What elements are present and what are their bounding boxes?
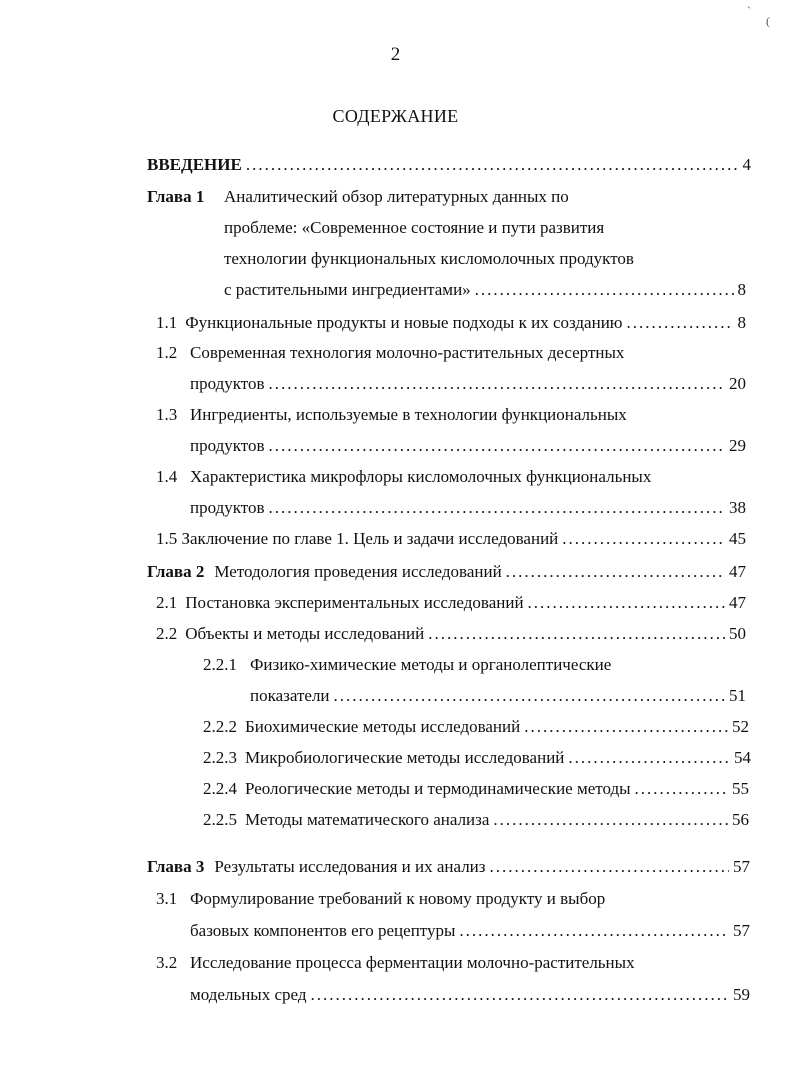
leader-dots bbox=[635, 778, 728, 800]
toc-entry-chapter-3[interactable] bbox=[147, 856, 750, 878]
toc-entry-text: продуктов bbox=[190, 436, 265, 455]
toc-page-number: 55 bbox=[732, 779, 749, 798]
page-number: 2 bbox=[390, 44, 401, 65]
toc-page-number: 59 bbox=[733, 985, 750, 1004]
toc-entry-2-2-1-end[interactable] bbox=[250, 685, 746, 707]
section-number: 1.2 bbox=[156, 343, 178, 362]
section-number: 1.4 bbox=[156, 467, 178, 486]
toc-page-number: 57 bbox=[733, 921, 750, 940]
toc-entry-3-1-end[interactable] bbox=[190, 920, 750, 942]
toc-entry-label: ВВЕДЕНИЕ bbox=[147, 155, 242, 174]
toc-entry-text[interactable]: Физико-химические методы и органолептические bbox=[250, 655, 612, 674]
subsection-number: 2.2.5 bbox=[203, 810, 237, 829]
toc-entry-text: Методы математического анализа bbox=[245, 810, 490, 829]
toc-page-number: 54 bbox=[734, 748, 751, 767]
toc-entry-1-3-end[interactable] bbox=[190, 435, 746, 457]
toc-entry-2-2-5[interactable] bbox=[203, 809, 749, 831]
toc-page-number: 29 bbox=[729, 436, 746, 455]
toc-entry-text: Объекты и методы исследований bbox=[185, 624, 425, 643]
toc-entry-text: продуктов bbox=[190, 498, 265, 517]
toc-entry-1-2-end[interactable] bbox=[190, 373, 746, 395]
toc-page-number: 57 bbox=[733, 857, 750, 876]
toc-entry-text: продуктов bbox=[190, 374, 265, 393]
toc-entry-chapter-2[interactable] bbox=[147, 561, 746, 583]
toc-entry-text: модельных сред bbox=[190, 985, 307, 1004]
leader-dots bbox=[269, 497, 725, 519]
toc-page-number: 51 bbox=[729, 686, 746, 705]
toc-entry-text[interactable]: Ингредиенты, используемые в технологии функциональных bbox=[190, 405, 627, 424]
toc-entry-text: Постановка экспериментальных исследований bbox=[185, 593, 524, 612]
toc-page-number: 45 bbox=[729, 529, 746, 548]
toc-entry-text: Результаты исследования и их анализ bbox=[214, 857, 486, 876]
toc-entry-text[interactable]: технологии функциональных кисломолочных продуктов bbox=[224, 249, 634, 268]
toc-page-number: 4 bbox=[742, 155, 751, 174]
toc-entry-text[interactable]: Исследование процесса ферментации молочно-растительных bbox=[190, 953, 635, 972]
toc-entry-text: показатели bbox=[250, 686, 330, 705]
toc-entry-2-2[interactable] bbox=[156, 623, 746, 645]
scan-speck: ( bbox=[766, 14, 770, 28]
section-number: 1.1 bbox=[156, 313, 178, 332]
leader-dots bbox=[490, 856, 730, 878]
toc-entry-text[interactable]: Характеристика микрофлоры кисломолочных функциональных bbox=[190, 467, 652, 486]
toc-entry-1-5[interactable] bbox=[156, 528, 746, 550]
toc-page-number: 8 bbox=[737, 313, 746, 332]
toc-entry-text: базовых компонентов его рецептуры bbox=[190, 921, 456, 940]
toc-page-number: 47 bbox=[729, 562, 746, 581]
toc-entry-text: 1.5 Заключение по главе 1. Цель и задачи исследований bbox=[156, 529, 559, 548]
toc-entry-3-2-end[interactable] bbox=[190, 984, 750, 1006]
leader-dots bbox=[475, 279, 734, 301]
chapter-number: Глава 2 bbox=[147, 562, 205, 581]
toc-entry-text: с растительными ингредиентами» bbox=[224, 280, 471, 299]
toc-entry-ch1-end[interactable] bbox=[224, 279, 746, 301]
toc-entry-2-2-2[interactable] bbox=[203, 716, 749, 738]
scan-speck: ` bbox=[747, 4, 751, 18]
toc-entry-2-1[interactable] bbox=[156, 592, 746, 614]
subsection-number: 2.2.3 bbox=[203, 748, 237, 767]
section-number: 3.1 bbox=[156, 889, 178, 908]
leader-dots bbox=[493, 809, 728, 831]
leader-dots bbox=[524, 716, 728, 738]
leader-dots bbox=[506, 561, 725, 583]
toc-page-number: 52 bbox=[732, 717, 749, 736]
leader-dots bbox=[627, 312, 734, 334]
section-number: 2.2 bbox=[156, 624, 178, 643]
leader-dots bbox=[269, 435, 725, 457]
leader-dots bbox=[334, 685, 725, 707]
subsection-number: 2.2.1 bbox=[203, 655, 237, 674]
toc-entry-2-2-4[interactable] bbox=[203, 778, 749, 800]
toc-entry-text[interactable]: Современная технология молочно-растительных десертных bbox=[190, 343, 625, 362]
toc-page-number: 50 bbox=[729, 624, 746, 643]
toc-page-number: 47 bbox=[729, 593, 746, 612]
leader-dots bbox=[311, 984, 730, 1006]
subsection-number: 2.2.4 bbox=[203, 779, 237, 798]
toc-page-number: 56 bbox=[732, 810, 749, 829]
chapter-number: Глава 1 bbox=[147, 187, 205, 206]
toc-entry-1-4-end[interactable] bbox=[190, 497, 746, 519]
toc-entry-text: Методология проведения исследований bbox=[214, 562, 502, 581]
toc-entry-text: Биохимические методы исследований bbox=[245, 717, 521, 736]
toc-entry-intro[interactable] bbox=[147, 154, 751, 176]
page-title: СОДЕРЖАНИЕ bbox=[332, 106, 459, 126]
toc-page-number: 38 bbox=[729, 498, 746, 517]
chapter-number: Глава 3 bbox=[147, 857, 205, 876]
subsection-number: 2.2.2 bbox=[203, 717, 237, 736]
leader-dots bbox=[562, 528, 725, 550]
toc-page-number: 8 bbox=[737, 280, 746, 299]
leader-dots bbox=[528, 592, 725, 614]
leader-dots bbox=[269, 373, 725, 395]
toc-entry-text: Микробиологические методы исследований bbox=[245, 748, 565, 767]
leader-dots bbox=[428, 623, 725, 645]
leader-dots bbox=[459, 920, 729, 942]
leader-dots bbox=[568, 747, 730, 769]
section-number: 1.3 bbox=[156, 405, 178, 424]
toc-entry-1-1[interactable] bbox=[156, 312, 746, 334]
section-number: 2.1 bbox=[156, 593, 178, 612]
toc-entry-text[interactable]: проблеме: «Современное состояние и пути развития bbox=[224, 218, 605, 237]
toc-entry-text: Функциональные продукты и новые подходы к их созданию bbox=[185, 313, 623, 332]
toc-entry-text[interactable]: Формулирование требований к новому продукту и выбор bbox=[190, 889, 606, 908]
toc-entry-text: Реологические методы и термодинамические методы bbox=[245, 779, 631, 798]
section-number: 3.2 bbox=[156, 953, 178, 972]
toc-entry-2-2-3[interactable] bbox=[203, 747, 751, 769]
toc-page-number: 20 bbox=[729, 374, 746, 393]
toc-entry-text[interactable]: Аналитический обзор литературных данных по bbox=[224, 187, 569, 206]
leader-dots bbox=[246, 154, 739, 176]
